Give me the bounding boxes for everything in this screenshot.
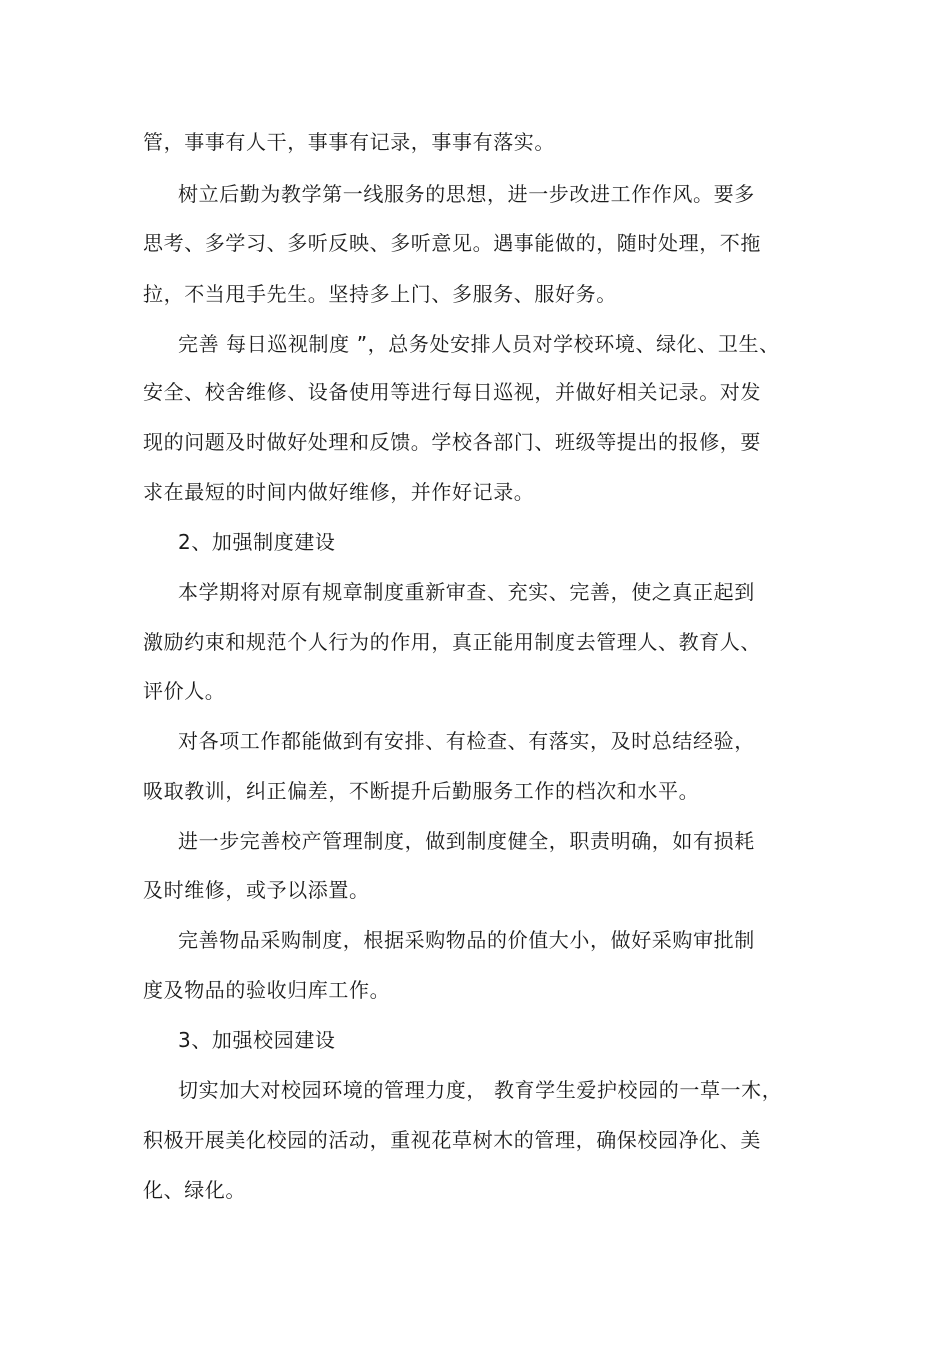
section-heading: 2、加强制度建设 xyxy=(178,530,336,554)
text-line: 积极开展美化校园的活动，重视花草树木的管理，确保校园净化、美 xyxy=(143,1128,761,1152)
text-line: 评价人。 xyxy=(143,679,226,703)
section-heading: 3、加强校园建设 xyxy=(178,1028,336,1052)
text-line: 完善物品采购制度，根据采购物品的价值大小，做好采购审批制 xyxy=(178,928,755,952)
text-line: 进一步完善校产管理制度，做到制度健全，职责明确，如有损耗 xyxy=(178,829,755,853)
text-line: 求在最短的时间内做好维修，并作好记录。 xyxy=(143,480,535,504)
text-line: 管，事事有人干，事事有记录，事事有落实。 xyxy=(143,130,555,154)
text-line: 完善 每日巡视制度 ”，总务处安排人员对学校环境、绿化、卫生、 xyxy=(178,332,780,356)
text-line: 本学期将对原有规章制度重新审查、充实、完善，使之真正起到 xyxy=(178,580,755,604)
text-line: 及时维修，或予以添置。 xyxy=(143,878,370,902)
text-line: 对各项工作都能做到有安排、有检查、有落实，及时总结经验， xyxy=(178,729,755,753)
text-line: 切实加大对校园环境的管理力度， 教育学生爱护校园的一草一木， xyxy=(178,1078,783,1102)
text-line: 激励约束和规范个人行为的作用，真正能用制度去管理人、教育人、 xyxy=(143,630,761,654)
text-line: 树立后勤为教学第一线服务的思想，进一步改进工作作风。要多 xyxy=(178,182,755,206)
text-line: 现的问题及时做好处理和反馈。学校各部门、班级等提出的报修，要 xyxy=(143,430,761,454)
text-line: 度及物品的验收归库工作。 xyxy=(143,978,391,1002)
text-line: 拉，不当甩手先生。坚持多上门、多服务、服好务。 xyxy=(143,282,617,306)
text-line: 思考、多学习、多听反映、多听意见。遇事能做的，随时处理，不拖 xyxy=(143,231,761,255)
text-line: 吸取教训，纠正偏差，不断提升后勤服务工作的档次和水平。 xyxy=(143,779,700,803)
text-line: 化、绿化。 xyxy=(143,1178,246,1202)
text-line: 安全、校舍维修、设备使用等进行每日巡视，并做好相关记录。对发 xyxy=(143,380,761,404)
